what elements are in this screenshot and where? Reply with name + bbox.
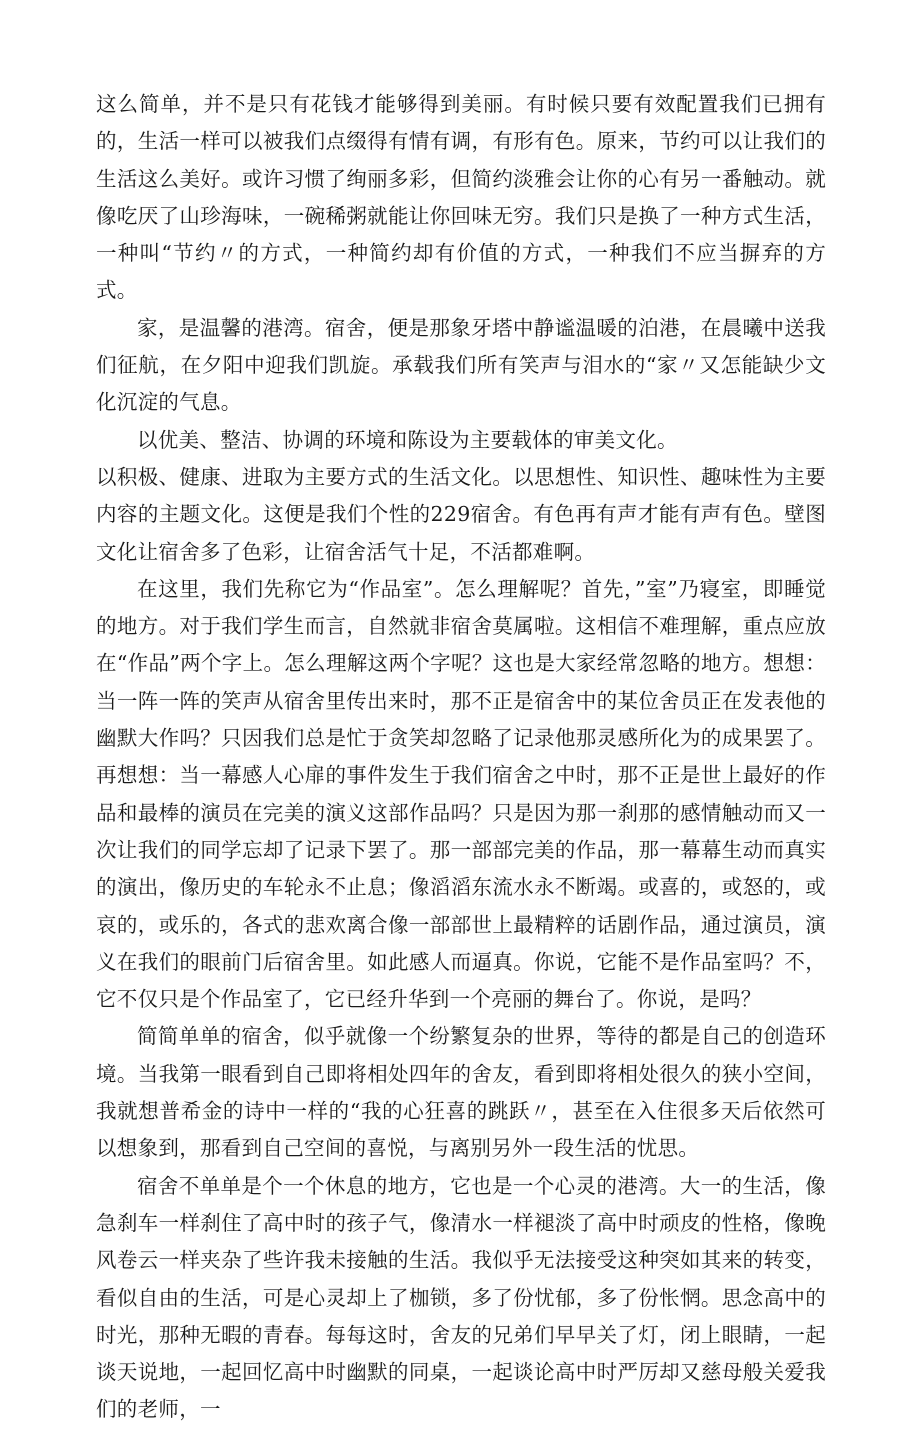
document-page (96, 86, 826, 1429)
paragraph-simple-dorm: 简简单单的宿舍，似乎就像一个纷繁复杂的世界，等待的都是自己的创造环境。当我第一眼看到自己即将相处四年的舍友，看到即将相处很久的狭小空间，我就想普希金的诗中一样的“我的心狂喜的跳跃〃，甚至在入住很多天后依然可以想象到，那看到自己空间的喜悦，与离别另外一段生活的忧思。 (96, 1024, 826, 1161)
paragraph-frugality: 这么简单，并不是只有花钱才能够得到美丽。有时候只要有效配置我们已拥有的，生活一样可以被我们点缀得有情有调，有形有色。原来，节约可以让我们的生活这么美好。或许习惯了绚丽多彩，但简约淡雅会让你的心有另一番触动。就像吃厌了山珍海味，一碗稀粥就能让你回味无穷。我们只是换了一种方式生活，一种叫“节约〃的方式，一种简约却有价值的方式，一种我们不应当摒弃的方式。 (96, 92, 826, 303)
paragraph-life-culture: 以积极、健康、进取为主要方式的生活文化。以思想性、知识性、趣味性为主要内容的主题文化。这便是我们个性的229宿舍。有色再有声才能有声有色。壁图文化让宿舍多了色彩，让宿舍活气十足，不活都难啊。 (96, 464, 826, 564)
paragraph-works-room: 在这里，我们先称它为“作品室”。怎么理解呢？首先，”室”乃寝室，即睡觉的地方。对于我们学生而言，自然就非宿舍莫属啦。这相信不难理解，重点应放在“作品”两个字上。怎么理解这两个字呢？这也是大家经常忽略的地方。想想：当一阵一阵的笑声从宿舍里传出来时，那不正是宿舍中的某位舍员正在发表他的幽默大作吗？只因我们总是忙于贪笑却忽略了记录他那灵感所化为的成果罢了。再想想：当一幕感人心扉的事件发生于我们宿舍之中时，那不正是世上最好的作品和最棒的演员在完美的演义这部作品吗？只是因为那一刹那的感情触动而又一次让我们的同学忘却了记录下罢了。那一部部完美的作品，那一幕幕生动而真实的演出，像历史的车轮永不止息；像滔滔东流水永不断竭。或喜的，或怒的，或哀的，或乐的，各式的悲欢离合像一部部世上最精粹的话剧作品，通过演员，演义在我们的眼前门后宿舍里。如此感人而逼真。你说，它能不是作品室吗？不，它不仅只是个作品室了，它已经升华到一个亮丽的舞台了。你说，是吗？ (96, 576, 826, 1012)
paragraph-dorm-harbor: 家，是温馨的港湾。宿舍，便是那象牙塔中静谧温暖的泊港，在晨曦中送我们征航，在夕阳中迎我们凯旋。承载我们所有笑声与泪水的“家〃又怎能缺少文化沉淀的气息。 (96, 315, 826, 415)
paragraph-aesthetic-culture: 以优美、整洁、协调的环境和陈设为主要载体的审美文化。 (137, 427, 678, 452)
paragraph-spiritual-harbor: 宿舍不单单是个一个休息的地方，它也是一个心灵的港湾。大一的生活，像急刹车一样刹住了高中时的孩子气，像清水一样褪淡了高中时顽皮的性格，像晚风卷云一样夹杂了些许我未接触的生活。我似乎无法接受这种突如其来的转变，看似自由的生活，可是心灵却上了枷锁，多了份忧郁，多了份怅惘。思念高中的时光，那种无暇的青春。每每这时，舍友的兄弟们早早关了灯，闭上眼睛，一起谈天说地，一起回忆高中时幽默的同桌，一起谈论高中时严厉却又慈母般关爱我们的老师，一 (96, 1173, 826, 1422)
